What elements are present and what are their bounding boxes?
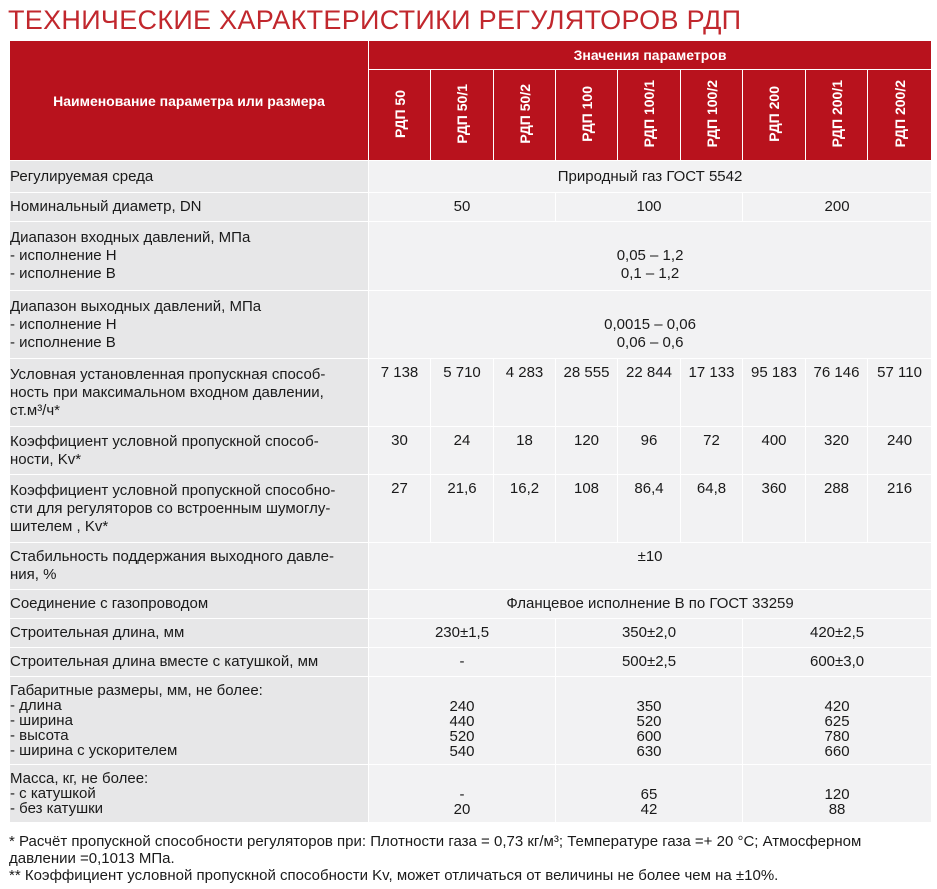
cell-value: 22 844 <box>618 359 681 427</box>
table-row-kv <box>10 427 932 475</box>
table-row-connection <box>10 590 932 619</box>
row-value: 120 88 <box>743 765 932 823</box>
row-value: 0,05 – 1,2 0,1 – 1,2 <box>369 222 932 291</box>
cell-value: 240 <box>868 427 932 475</box>
cell-value: 21,6 <box>431 475 494 543</box>
cell-value: 57 110 <box>868 359 932 427</box>
row-label: Соединение с газопроводом <box>10 590 369 619</box>
model-header-rdp-200: РДП 200 <box>743 70 806 161</box>
row-label: Коэффициент условной пропускной способно- сти для регуляторов со встроенным шумоглу- шителем , Kv* <box>10 475 369 543</box>
row-value: 500±2,5 <box>556 648 743 677</box>
model-header-rdp-50-1: РДП 50/1 <box>431 70 494 161</box>
cell-value: 4 283 <box>494 359 556 427</box>
row-value: ±10 <box>369 543 932 590</box>
model-header-rdp-50-2: РДП 50/2 <box>494 70 556 161</box>
table-row-stability <box>10 543 932 590</box>
table-row-dimensions <box>10 677 932 765</box>
table-row-outlet-pressure <box>10 291 932 359</box>
row-label: Строительная длина вместе с катушкой, мм <box>10 648 369 677</box>
footnotes <box>9 833 931 884</box>
row-value: 100 <box>556 193 743 222</box>
row-value: 0,0015 – 0,06 0,06 – 0,6 <box>369 291 932 359</box>
row-value: - 20 <box>369 765 556 823</box>
row-value: 420 625 780 660 <box>743 677 932 765</box>
row-value: 240 440 520 540 <box>369 677 556 765</box>
cell-value: 120 <box>556 427 618 475</box>
row-label: Условная установленная пропускная способ- ность при максимальном входном давлении, ст.м³/ч* <box>10 359 369 427</box>
row-label: Номинальный диаметр, DN <box>10 193 369 222</box>
cell-value: 27 <box>369 475 431 543</box>
cell-value: 96 <box>618 427 681 475</box>
row-label: Строительная длина, мм <box>10 619 369 648</box>
cell-value: 400 <box>743 427 806 475</box>
row-label: Регулируемая среда <box>10 161 369 193</box>
cell-value: 320 <box>806 427 868 475</box>
cell-value: 16,2 <box>494 475 556 543</box>
table-row-length-spool <box>10 648 932 677</box>
row-value: - <box>369 648 556 677</box>
cell-value: 288 <box>806 475 868 543</box>
cell-value: 64,8 <box>681 475 743 543</box>
table-row-length <box>10 619 932 648</box>
cell-value: 95 183 <box>743 359 806 427</box>
model-header-rdp-50: РДП 50 <box>369 70 431 161</box>
cell-value: 30 <box>369 427 431 475</box>
values-group-header: Значения параметров <box>369 41 932 70</box>
cell-value: 76 146 <box>806 359 868 427</box>
row-value: 600±3,0 <box>743 648 932 677</box>
row-label: Диапазон выходных давлений, МПа - исполнение Н - исполнение В <box>10 291 369 359</box>
cell-value: 72 <box>681 427 743 475</box>
param-name-header: Наименование параметра или размера <box>10 41 369 161</box>
model-header-rdp-100-2: РДП 100/2 <box>681 70 743 161</box>
footnote-density: * Расчёт пропускной способности регуляторов при: Плотности газа = 0,73 кг/м³; Температуре газа =+ 20 °С; Атмосферном давлении =0,1013 МПа. <box>9 833 862 867</box>
row-label: Масса, кг, не более: - с катушкой - без катушки <box>10 765 369 823</box>
page-title: ТЕХНИЧЕСКИЕ ХАРАКТЕРИСТИКИ РЕГУЛЯТОРОВ РДП <box>8 5 742 35</box>
cell-value: 108 <box>556 475 618 543</box>
cell-value: 24 <box>431 427 494 475</box>
cell-value: 360 <box>743 475 806 543</box>
row-value: Фланцевое исполнение В по ГОСТ 33259 <box>369 590 932 619</box>
cell-value: 18 <box>494 427 556 475</box>
row-value: 350 520 600 630 <box>556 677 743 765</box>
row-value: 350±2,0 <box>556 619 743 648</box>
row-value: 50 <box>369 193 556 222</box>
model-header-rdp-200-1: РДП 200/1 <box>806 70 868 161</box>
row-label: Коэффициент условной пропускной способ- ности, Kv* <box>10 427 369 475</box>
row-value: 65 42 <box>556 765 743 823</box>
table-row-medium <box>10 161 932 193</box>
table-row-inlet-pressure <box>10 222 932 291</box>
footnote-kv: ** Коэффициент условной пропускной способности Kv, может отличаться от величины не более чем на ±10%. <box>9 867 779 884</box>
row-value: 230±1,5 <box>369 619 556 648</box>
cell-value: 86,4 <box>618 475 681 543</box>
model-header-rdp-100-1: РДП 100/1 <box>618 70 681 161</box>
cell-value: 17 133 <box>681 359 743 427</box>
cell-value: 216 <box>868 475 932 543</box>
table-row-mass <box>10 765 932 823</box>
model-header-rdp-200-2: РДП 200/2 <box>868 70 932 161</box>
table-row-dn <box>10 193 932 222</box>
cell-value: 28 555 <box>556 359 618 427</box>
table-row-capacity <box>10 359 932 427</box>
row-value: Природный газ ГОСТ 5542 <box>369 161 932 193</box>
row-label: Габаритные размеры, мм, не более: - длина - ширина - высота - ширина с ускорителем <box>10 677 369 765</box>
row-label: Диапазон входных давлений, МПа - исполнение Н - исполнение В <box>10 222 369 291</box>
cell-value: 5 710 <box>431 359 494 427</box>
row-label: Стабильность поддержания выходного давле- ния, % <box>10 543 369 590</box>
row-value: 420±2,5 <box>743 619 932 648</box>
table-row-kv-silencer <box>10 475 932 543</box>
model-header-rdp-100: РДП 100 <box>556 70 618 161</box>
spec-table <box>9 40 932 823</box>
cell-value: 7 138 <box>369 359 431 427</box>
row-value: 200 <box>743 193 932 222</box>
